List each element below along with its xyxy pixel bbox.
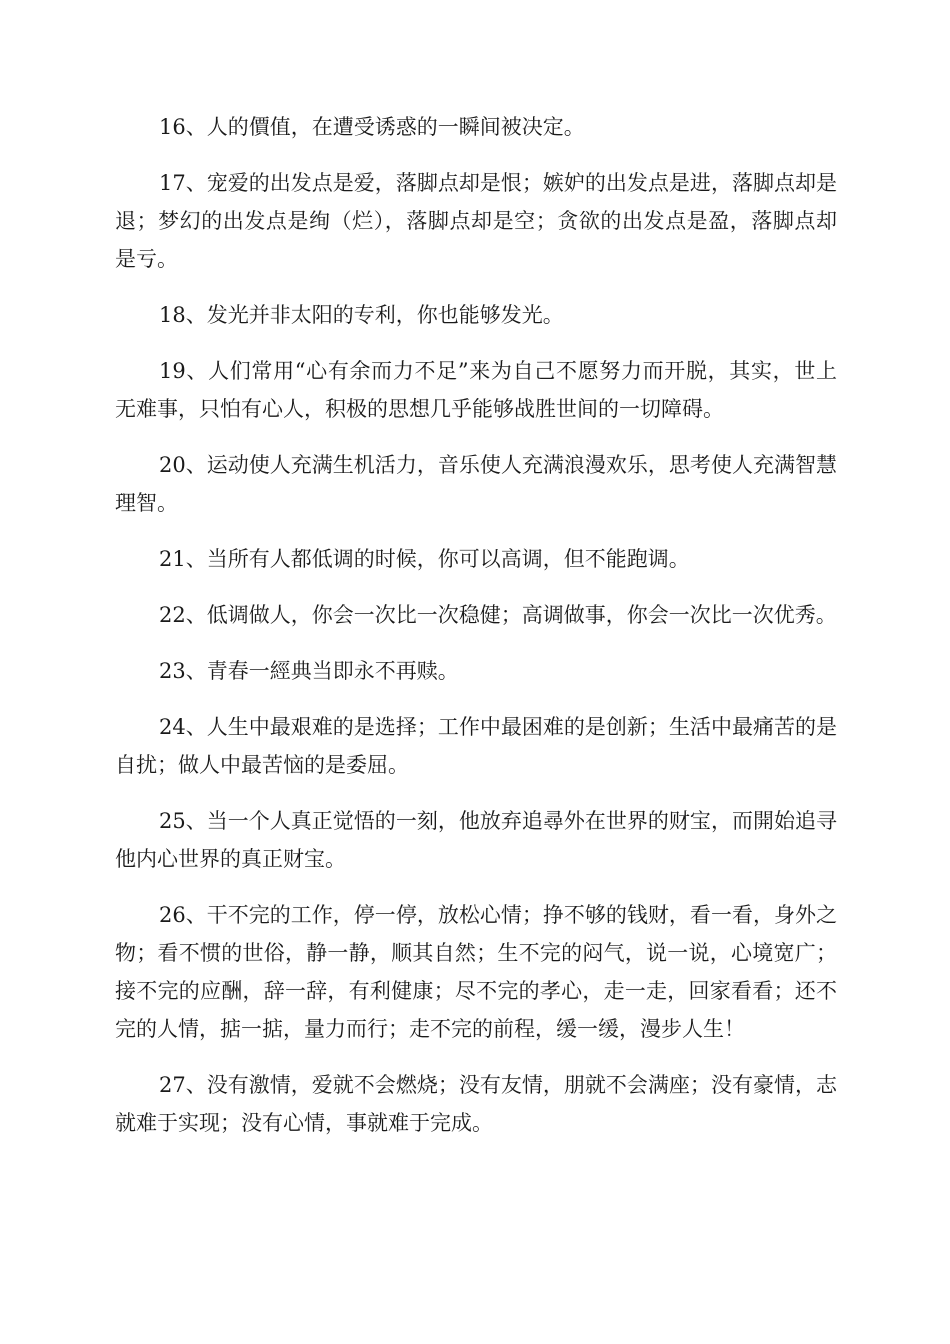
- paragraph-21: 21、当所有人都低调的时候，你可以高调，但不能跑调。: [159, 547, 690, 571]
- paragraph-20: 20、运动使人充满生机活力，音乐使人充满浪漫欢乐，思考使人充满智慧理智。: [115, 453, 837, 515]
- paragraph-25: 25、当一个人真正觉悟的一刻，他放弃追尋外在世界的财宝，而開始追寻他内心世界的真正财宝。: [115, 809, 837, 871]
- paragraph-24: 24、人生中最艰难的是选择；工作中最困难的是创新；生活中最痛苦的是自扰；做人中最苦恼的是委屈。: [115, 715, 837, 777]
- paragraph-22: 22、低调做人，你会一次比一次稳健；高调做事，你会一次比一次优秀。: [159, 603, 837, 627]
- paragraph-26: 26、干不完的工作，停一停，放松心情；挣不够的钱财，看一看，身外之物；看不惯的世俗，静一静，顺其自然；生不完的闷气，说一说，心境宽广；接不完的应酬，辞一辞，有利健康；尽不完的孝心，走一走，回家看看；还不完的人情，掂一掂，量力而行；走不完的前程，缓一缓，漫步人生！: [115, 903, 837, 1041]
- paragraph-23: 23、青春一經典当即永不再赎。: [159, 659, 459, 683]
- document-body: [115, 108, 837, 1160]
- paragraph-27: 27、没有激情，爱就不会燃烧；没有友情，朋就不会满座；没有豪情，志就难于实现；没有心情，事就难于完成。: [115, 1073, 837, 1135]
- paragraph-17: 17、宠爱的出发点是爱，落脚点却是恨；嫉妒的出发点是进，落脚点却是退；梦幻的出发点是绚（烂），落脚点却是空；贪欲的出发点是盈，落脚点却是亏。: [115, 171, 837, 271]
- paragraph-16: 16、人的價值，在遭受诱惑的一瞬间被决定。: [159, 115, 585, 139]
- paragraph-19: 19、人们常用“心有余而力不足”来为自己不愿努力而开脱，其实，世上无难事，只怕有心人，积极的思想几乎能够战胜世间的一切障碍。: [115, 359, 837, 421]
- paragraph-18: 18、发光并非太阳的专利，你也能够发光。: [159, 303, 564, 327]
